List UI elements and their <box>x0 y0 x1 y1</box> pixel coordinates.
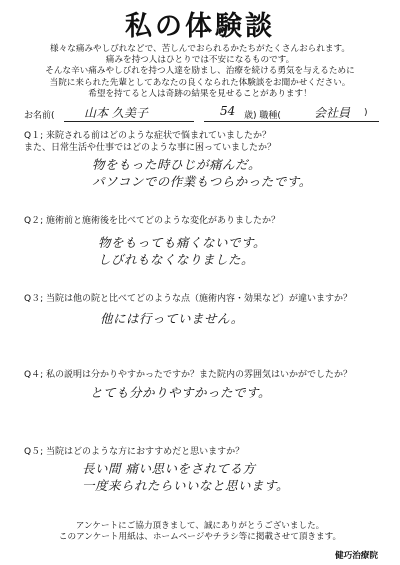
name-value: 山本 久美子 <box>84 106 148 120</box>
answer-3 <box>100 310 244 327</box>
answer-line: パソコンでの作業もつらかったです。 <box>92 174 312 189</box>
intro-line: 様々な痛みやしびれなどで、苦しんでおられるかたちがたくさんおられます。 <box>50 44 350 54</box>
page-title: 私の体験談 <box>125 11 275 42</box>
question-line: Q４; 私の説明は分かりやすかったですか？また院内の雰囲気はいかがでしたか？ <box>24 370 352 380</box>
answer-5 <box>82 460 289 494</box>
question-line: Q３; 当院は他の院と比べてどのような点（施術内容・効果など）が違いますか？ <box>24 294 352 304</box>
job-value: 会社員 <box>314 106 351 120</box>
answer-line: とても分かりやすかったです。 <box>90 385 272 400</box>
question-line: Q５; 当院はどのような方におすすめだと思いますか？ <box>24 447 245 457</box>
answer-line: 一度来られたらいいなと思います。 <box>82 478 290 493</box>
answer-line: 他には行っていません。 <box>100 311 244 326</box>
answer-line: 物をもった時ひじが痛んだ。 <box>92 157 262 172</box>
intro-line: 希望を持てると人は奇跡の結果を見せることがあります！ <box>88 88 312 99</box>
answer-line: 物をもっても痛くないです。 <box>98 235 267 250</box>
respondent-info <box>24 104 384 124</box>
clinic-name: 健巧治療院 <box>335 551 378 561</box>
question-line: Q１; 来院される前はどのような症状で悩まれていましたか？ <box>24 131 271 141</box>
intro-text <box>0 44 400 100</box>
question-1 <box>24 131 384 154</box>
question-line: Q２; 施術前と施術後を比べてどのような変化がありましたか？ <box>24 216 280 226</box>
intro-line: 痛みを持つ人はひとりでは不安になるものです。 <box>105 55 295 66</box>
question-3 <box>24 294 384 306</box>
age-label: 歳) 職種( <box>244 111 281 121</box>
question-line: また、日常生活や仕事ではどのような事に困っていましたか？ <box>24 142 277 153</box>
age-value: 54 <box>220 104 236 118</box>
answer-4 <box>90 384 271 401</box>
footer-text <box>0 521 400 543</box>
answer-2 <box>98 234 266 268</box>
close-paren: ) <box>364 108 368 118</box>
question-2 <box>24 216 384 228</box>
answer-1 <box>92 156 312 190</box>
answer-line: しびれもなくなりました。 <box>98 252 255 267</box>
question-5 <box>24 447 384 459</box>
answer-line: 長い間 痛い思いをされてる方 <box>82 461 256 476</box>
name-underline <box>64 121 194 122</box>
footer-line: このアンケート用紙は、ホームページやチラシ等に掲載させて頂きます。 <box>58 532 342 543</box>
age-job-underline <box>204 121 379 122</box>
question-4 <box>24 370 384 382</box>
footer-line: アンケートにご協力頂きまして、誠にありがとうございました。 <box>75 521 325 531</box>
intro-line: そんな辛い痛みやしびれを持つ人達を励まし、治療を続ける勇気を与えるために <box>45 66 355 77</box>
intro-line: 当院に来られた先輩としてあなたの良くなられた体験談をお聞かせください。 <box>49 77 351 88</box>
name-label: お名前( <box>24 111 55 121</box>
